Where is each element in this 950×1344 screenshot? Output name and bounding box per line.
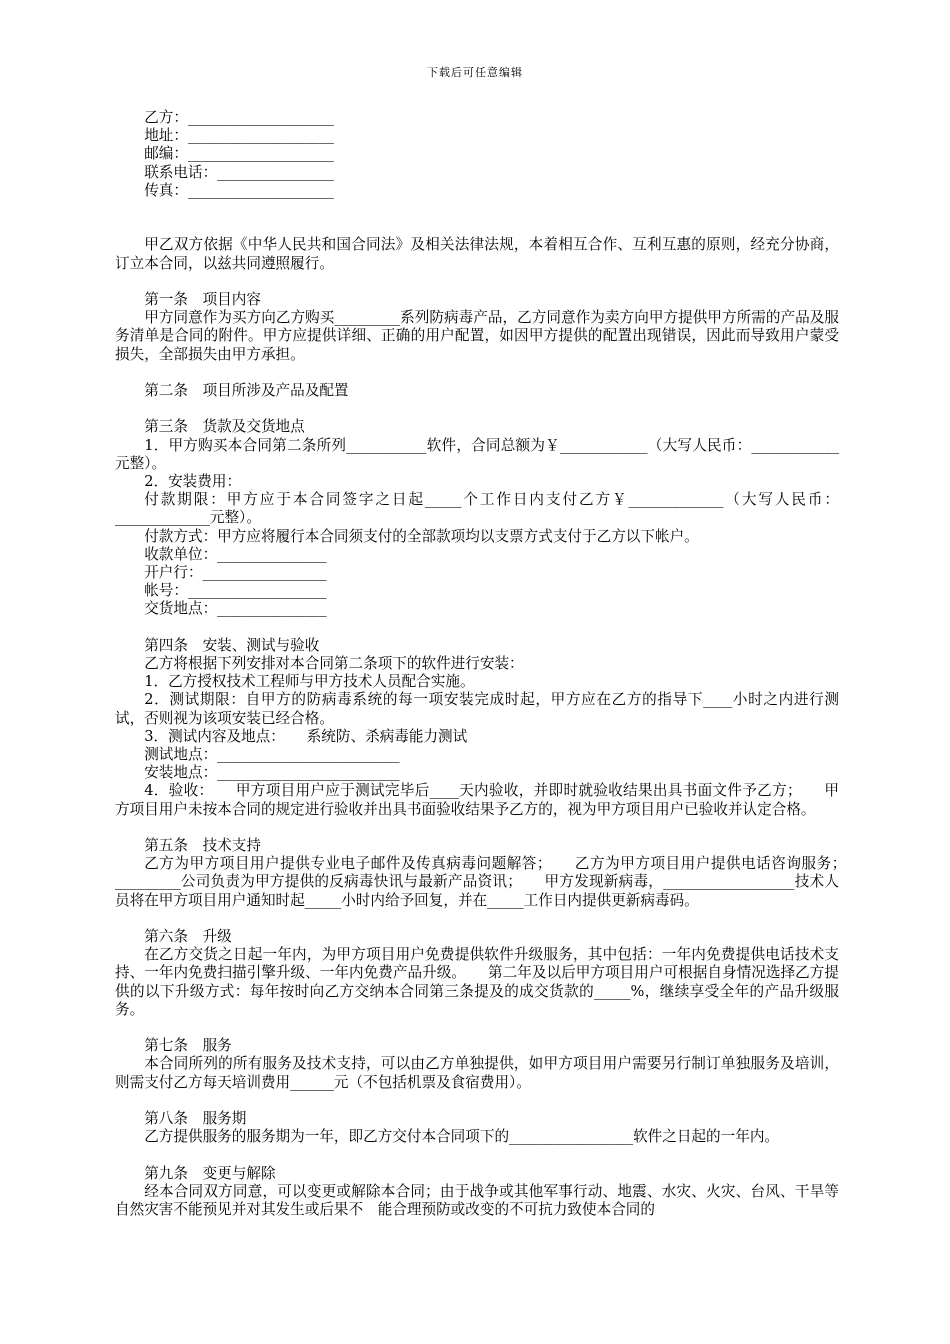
article-4-item-1: 1．乙方授权技术工程师与甲方技术人员配合实施。	[144, 673, 475, 691]
article-4-item-2: 2．测试期限：自甲方的防病毒系统的每一项安装完成时起，甲方应在乙方的指导下____小时之内进行测试，否则视为该项安装已经合格。	[115, 691, 839, 727]
article-3-item-2: 2．安装费用：	[144, 472, 242, 490]
payee-line: 收款单位：_______________	[144, 545, 327, 563]
party-b-info	[115, 109, 839, 200]
delivery-place-line: 交货地点：_______________	[144, 600, 327, 618]
phone-line: 联系电话：________________	[144, 163, 334, 181]
article-9-body: 经本合同双方同意，可以变更或解除本合同；由于战争或其他军事行动、地震、水灾、火灾、台风、干旱等自然灾害不能预见并对其发生或后果不 能合理预防或改变的不可抗力致使本合同的	[115, 1182, 839, 1219]
install-place-line: 安装地点：_________________________	[144, 764, 400, 782]
article-6-title: 第六条 升级	[144, 928, 232, 946]
postcode-line: 邮编：____________________	[144, 145, 334, 163]
bank-line: 开户行：_________________	[144, 564, 327, 581]
article-8-body: 乙方提供服务的服务期为一年，即乙方交付本合同项下的_________________软件之日起的一年内。	[144, 1128, 780, 1146]
article-4-title: 第四条 安装、测试与验收	[144, 636, 320, 654]
article-6-body: 在乙方交货之日起一年内，为甲方项目用户免费提供软件升级服务，其中包括：一年内免费提供电话技术支持、一年内免费扫描引擎升级、一年内免费产品升级。 第二年及以后甲方项目用户可根据自身情况选择乙方提供的以下升级方式：每年按时向乙方交纳本合同第三条提及的成交货款的_____%，继续享受全年的产品升级服务。	[115, 946, 839, 1018]
payment-term: 付款期限：甲方应于本合同签字之日起_____个工作日内支付乙方￥_____________（大写人民币：_____________元整）。	[115, 491, 839, 527]
address-line: 地址：____________________	[144, 127, 334, 145]
test-place-line: 测试地点：_________________________	[144, 746, 400, 764]
article-5-title: 第五条 技术支持	[144, 837, 261, 855]
article-2-title: 第二条 项目所涉及产品及配置	[144, 381, 349, 399]
page-header: 下载后可任意编辑	[427, 66, 523, 79]
contract-page	[115, 109, 869, 1219]
article-3-title: 第三条 货款及交货地点	[144, 418, 305, 436]
party-b-line: 乙方：____________________	[144, 109, 334, 126]
article-3-item-1: 1．甲方购买本合同第二条所列___________软件，合同总额为￥____________（大写人民币：____________元整）。	[115, 436, 839, 472]
article-1-title: 第一条 项目内容	[144, 290, 261, 308]
intro-paragraph: 甲乙双方依据《中华人民共和国合同法》及相关法律法规，本着相互合作、互利互惠的原则，经充分协商，订立本合同，以兹共同遵照履行。	[115, 236, 839, 272]
article-4-intro: 乙方将根据下列安排对本合同第二条项下的软件进行安装：	[144, 655, 524, 672]
article-1-body: 甲方同意作为买方向乙方购买_________系列防病毒产品，乙方同意作为卖方向甲方提供甲方所需的产品及服务清单是合同的附件。甲方应提供详细、正确的用户配置，如因甲方提供的配置出现错误，因此而导致用户蒙受损失，全部损失由甲方承担。	[115, 309, 839, 363]
article-7-title: 第七条 服务	[144, 1037, 232, 1055]
article-4-item-4: 4．验收： 甲方项目用户应于测试完毕后____天内验收，并即时就验收结果出具书面文件予乙方； 甲方项目用户未按本合同的规定进行验收并出具书面验收结果予乙方的，视为甲方项目用户已验收并认定合格。	[115, 782, 839, 818]
payment-method: 付款方式：甲方应将履行本合同须支付的全部款项均以支票方式支付于乙方以下帐户。	[144, 527, 699, 545]
article-8-title: 第八条 服务期	[144, 1110, 247, 1128]
article-5-body: 乙方为甲方项目用户提供专业电子邮件及传真病毒问题解答； 乙方为甲方项目用户提供电话咨询服务； _________公司负责为甲方提供的反病毒快讯与最新产品资讯； 甲方发现新病毒，__________________技术人员将在甲方项目用户通知时起_____小时内给予回复，并在_____工作日内提供更新病毒码。	[115, 855, 869, 909]
article-7-body: 本合同所列的所有服务及技术支持，可以由乙方单独提供，如甲方项目用户需要另行制订单独服务及培训，则需支付乙方每天培训费用______元（不包括机票及食宿费用）。	[115, 1055, 839, 1091]
account-line: 帐号：___________________	[144, 582, 327, 600]
article-9-title: 第九条 变更与解除	[144, 1164, 276, 1182]
article-4-item-3: 3．测试内容及地点： 系统防、杀病毒能力测试	[144, 727, 468, 745]
fax-line: 传真：____________________	[144, 181, 334, 199]
